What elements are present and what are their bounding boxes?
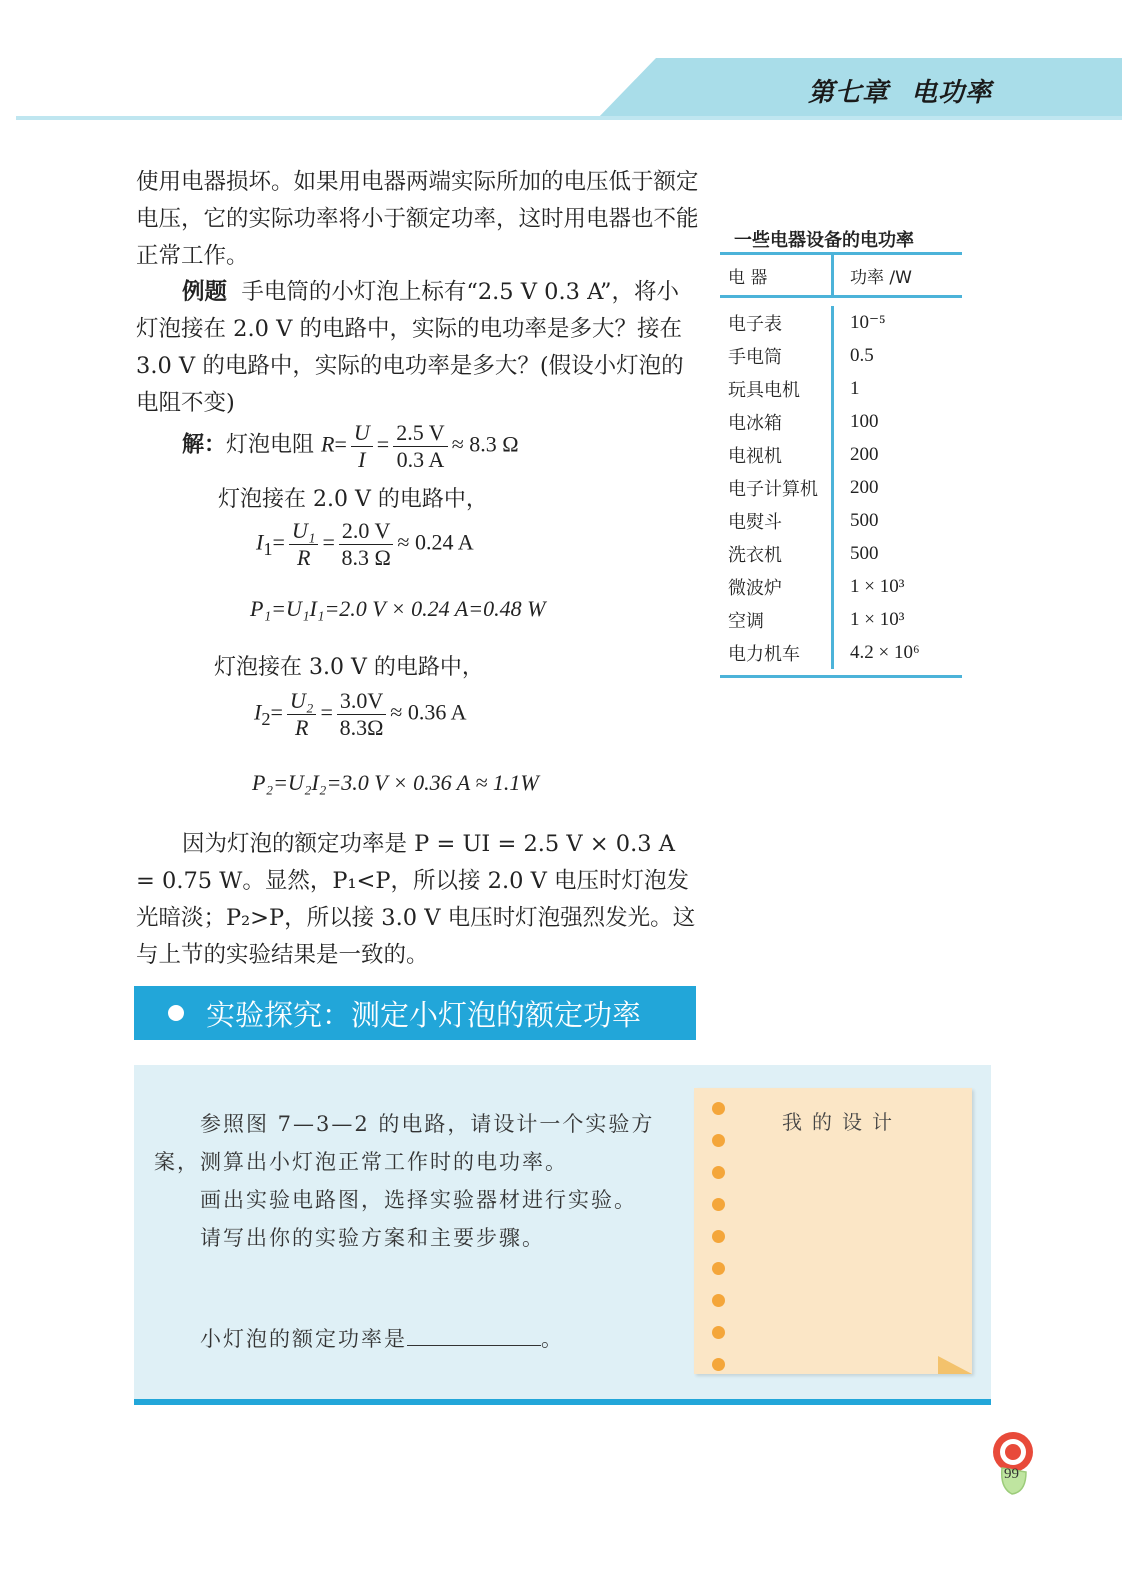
equation-result: ≈ 0.24 A: [397, 529, 474, 555]
device-power: 200: [850, 443, 879, 465]
conclusion-paragraph: [136, 826, 700, 974]
device-name: 玩具电机: [720, 372, 834, 405]
equation-result: ≈ 8.3 Ω: [451, 431, 519, 457]
experiment-text: [154, 1105, 694, 1257]
intro-paragraph: 使用电器损坏。如果用电器两端实际所加的电压低于额定电压，它的实际功率将小于额定功率，这时用电器也不能正常工作。: [136, 169, 699, 269]
device-name: 电力机车: [720, 636, 834, 669]
table-row: [720, 339, 962, 372]
page-curl: [938, 1356, 972, 1374]
table-row: [720, 372, 962, 405]
device-power: 100: [850, 410, 879, 432]
device-power: 1 × 10³: [850, 608, 905, 630]
answer-blank[interactable]: [407, 1325, 541, 1346]
frac-num: U: [351, 420, 373, 447]
case2-intro: 灯泡接在 3.0 V 的电路中，: [214, 655, 484, 680]
frac-num: 2.5 V: [393, 420, 448, 447]
power2-equation: P₂=U₂I₂=3.0 V × 0.36 A ≈ 1.1W: [252, 770, 539, 795]
binder-holes: [712, 1102, 725, 1390]
device-name: 电视机: [720, 438, 834, 471]
chapter-title: [808, 72, 992, 109]
table-row: [720, 537, 962, 570]
bullet-icon: [168, 1005, 184, 1021]
device-name: 电子计算机: [720, 471, 834, 504]
table-row: [720, 603, 962, 636]
power-table: [720, 252, 962, 678]
frac-num: 2.0 V: [339, 518, 394, 545]
header-rule: [16, 116, 1122, 120]
frac-den: 8.3Ω: [339, 715, 384, 740]
chapter-name: 电功率: [911, 78, 993, 108]
column-header: 功率 /W: [850, 267, 912, 288]
table-row: [720, 471, 962, 504]
device-name: 电熨斗: [720, 504, 834, 537]
conclusion-text: 因为灯泡的额定功率是 P = UI = 2.5 V × 0.3 A = 0.75 W。显然，P₁<P，所以接 2.0 V 电压时灯泡发光暗淡；P₂>P，所以接 3.0 V 电压时灯泡强烈发光。这与上节的实验结果是一致的。: [136, 831, 696, 968]
current1-equation: $I_1=$ $\frac{\text{U₁}}{R}$ = $\frac{2.0 V}{8.3 \Omega}$ ≈ 0.24 A: [256, 518, 474, 570]
device-power: 10⁻⁵: [850, 312, 886, 333]
power1-equation: P₁=U₁I₁=2.0 V × 0.24 A=0.48 W: [250, 596, 546, 621]
example-paragraph: [136, 274, 700, 422]
example-label: 例题: [182, 279, 228, 305]
frac-den: 0.3 A: [396, 447, 445, 472]
answer-line: [200, 1323, 564, 1353]
device-power: 0.5: [850, 344, 874, 366]
device-power: 4.2 × 10⁶: [850, 641, 920, 663]
design-note: [694, 1088, 972, 1374]
table-row: [720, 405, 962, 438]
table-row: [720, 504, 962, 537]
answer-prefix: 小灯泡的额定功率是: [200, 1327, 407, 1351]
answer-suffix: 。: [541, 1327, 564, 1351]
device-name: 空调: [720, 603, 834, 636]
page-badge-icon: [988, 1428, 1038, 1498]
section-title: 实验探究：测定小灯泡的额定功率: [206, 997, 642, 1032]
page-number: 99: [1004, 1466, 1019, 1482]
device-name: 电冰箱: [720, 405, 834, 438]
device-power: 500: [850, 509, 879, 531]
experiment-line: 画出实验电路图，选择实验器材进行实验。: [200, 1188, 637, 1212]
experiment-line: 参照图 7—3—2 的电路，请设计一个实验方案，测算出小灯泡正常工作时的电功率。: [154, 1112, 655, 1174]
device-power: 200: [850, 476, 879, 498]
device-name: 电子表: [720, 306, 834, 339]
device-power: 1 × 10³: [850, 575, 905, 597]
note-title: 我的设计: [782, 1110, 902, 1134]
section-heading: [134, 986, 696, 1040]
table-row: [720, 636, 962, 669]
equation-result: ≈ 0.36 A: [390, 699, 467, 725]
frac-num: U₁: [289, 518, 319, 545]
device-power: 1: [850, 377, 860, 399]
device-name: 微波炉: [720, 570, 834, 603]
table-title: 一些电器设备的电功率: [734, 230, 914, 251]
frac-den: 8.3 Ω: [341, 545, 391, 570]
table-row: [720, 570, 962, 603]
frac-den: R: [294, 715, 309, 740]
experiment-line: 请写出你的实验方案和主要步骤。: [200, 1226, 545, 1250]
device-power: 500: [850, 542, 879, 564]
table-body: [720, 298, 962, 675]
frac-den: I: [358, 447, 366, 472]
chapter-number: 第七章: [808, 78, 890, 108]
frac-num: U₂: [287, 688, 317, 715]
solution-label: 解：: [182, 431, 227, 458]
column-header: 电 器: [720, 255, 834, 295]
device-name: 洗衣机: [720, 537, 834, 570]
table-row: [720, 438, 962, 471]
table-header: [720, 255, 962, 298]
frac-num: 3.0V: [337, 688, 386, 715]
example-text: 手电筒的小灯泡上标有“2.5 V 0.3 A”，将小灯泡接在 2.0 V 的电路中，实际的电功率是多大？接在 3.0 V 的电路中，实际的电功率是多大？(假设小灯泡的电阻不变): [136, 279, 684, 416]
current2-equation: $I_2=$ $\frac{\text{U₂}}{R}$ = $\frac{3.0V}{8.3\Omega}$ ≈ 0.36 A: [254, 688, 467, 740]
resistance-text: 灯泡电阻: [226, 432, 322, 458]
resistance-equation: 解：灯泡电阻 R= $\frac{U}{I}$ = $\frac{2.5 V}{0.3 A}$ ≈ 8.3 Ω: [182, 420, 519, 472]
frac-den: R: [296, 545, 311, 570]
device-name: 手电筒: [720, 339, 834, 372]
table-row: [720, 306, 962, 339]
case1-intro: 灯泡接在 2.0 V 的电路中，: [218, 487, 488, 512]
